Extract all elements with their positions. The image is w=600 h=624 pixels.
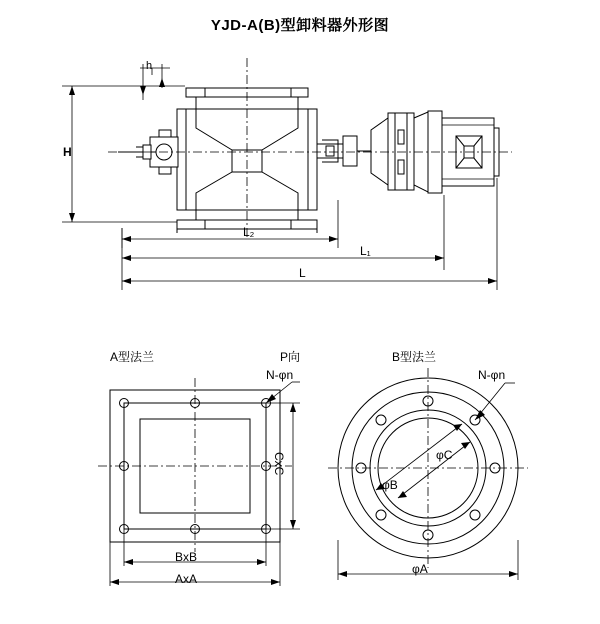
dim-label-phiC: φC: [436, 448, 453, 462]
dim-label-H: H: [63, 145, 72, 159]
dim-label-CxC: CxC: [272, 452, 286, 476]
dim-label-h: h: [146, 60, 153, 72]
dim-label-BxB: BxB: [175, 550, 198, 564]
flange-b-hole-note: N-φn: [478, 368, 506, 382]
dim-label-L: L: [299, 266, 306, 280]
view-title-flange-b: B型法兰: [392, 350, 437, 364]
flange-a-hole-note: N-φn: [266, 368, 294, 382]
dim-label-AxA: AxA: [175, 572, 198, 586]
dim-label-L1: L₁: [360, 244, 371, 258]
view-title-flange-a: A型法兰: [110, 350, 155, 364]
view-title-direction-p: P向: [280, 350, 301, 364]
dim-label-phiB: φB: [382, 478, 398, 492]
page-title: YJD-A(B)型卸料器外形图: [210, 17, 390, 34]
dim-label-L2: L₂: [243, 225, 255, 239]
dim-label-phiA: φA: [412, 562, 428, 576]
